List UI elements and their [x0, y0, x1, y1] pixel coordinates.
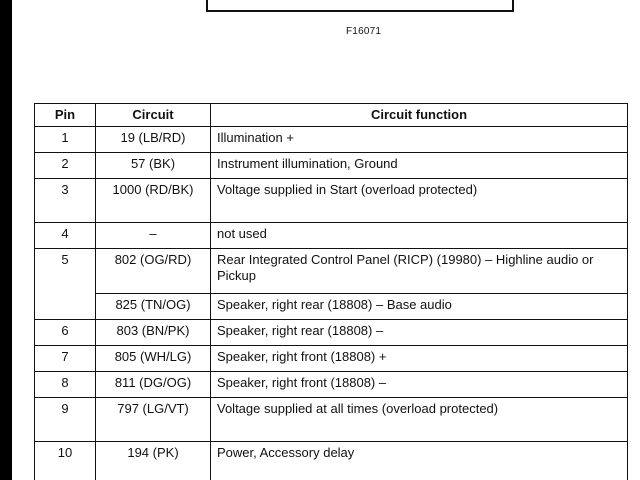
pin-cell: 7 — [35, 346, 96, 372]
circuit-cell: 57 (BK) — [96, 153, 211, 179]
table-row — [35, 372, 628, 398]
circuit-cell: 802 (OG/RD) — [96, 249, 211, 294]
pin-cell: 10 — [35, 442, 96, 480]
function-cell: Speaker, right front (18808) – — [211, 372, 628, 398]
function-cell: Illumination + — [211, 127, 628, 153]
pin-cell: 4 — [35, 223, 96, 249]
header-pin: Pin — [35, 104, 96, 127]
table-header-row — [35, 104, 628, 127]
table-row — [35, 346, 628, 372]
function-cell: not used — [211, 223, 628, 249]
table-row — [35, 153, 628, 179]
circuit-cell: 805 (WH/LG) — [96, 346, 211, 372]
function-cell: Voltage supplied at all times (overload protected) — [211, 398, 628, 442]
circuit-cell: 1000 (RD/BK) — [96, 179, 211, 223]
function-cell: Speaker, right front (18808) + — [211, 346, 628, 372]
pin-cell: 5 — [35, 249, 96, 320]
pin-cell: 1 — [35, 127, 96, 153]
circuit-cell: 797 (LG/VT) — [96, 398, 211, 442]
pin-cell: 8 — [35, 372, 96, 398]
header-circuit: Circuit — [96, 104, 211, 127]
circuit-cell: 803 (BN/PK) — [96, 320, 211, 346]
pin-cell: 2 — [35, 153, 96, 179]
pin-cell: 9 — [35, 398, 96, 442]
table-row — [35, 223, 628, 249]
table-row — [35, 127, 628, 153]
function-cell: Power, Accessory delay — [211, 442, 628, 480]
function-cell: Voltage supplied in Start (overload protected) — [211, 179, 628, 223]
table-row — [35, 179, 628, 223]
header-circuit-function: Circuit function — [211, 104, 628, 127]
table-row — [35, 398, 628, 442]
pin-cell: 6 — [35, 320, 96, 346]
circuit-cell: 811 (DG/OG) — [96, 372, 211, 398]
circuit-cell: 19 (LB/RD) — [96, 127, 211, 153]
circuit-cell: – — [96, 223, 211, 249]
function-cell: Instrument illumination, Ground — [211, 153, 628, 179]
function-cell: Speaker, right rear (18808) – — [211, 320, 628, 346]
function-cell: Rear Integrated Control Panel (RICP) (19980) – Highline audio or Pickup — [211, 249, 628, 294]
table-row — [35, 249, 628, 294]
connector-diagram — [206, 0, 514, 12]
table-row — [35, 294, 628, 320]
figure-id: F16071 — [346, 26, 382, 37]
page-margin-bar — [0, 0, 12, 480]
table-row — [35, 320, 628, 346]
pin-cell: 3 — [35, 179, 96, 223]
table-row — [35, 442, 628, 480]
pin-table — [34, 103, 628, 480]
circuit-cell: 194 (PK) — [96, 442, 211, 480]
circuit-cell: 825 (TN/OG) — [96, 294, 211, 320]
function-cell: Speaker, right rear (18808) – Base audio — [211, 294, 628, 320]
